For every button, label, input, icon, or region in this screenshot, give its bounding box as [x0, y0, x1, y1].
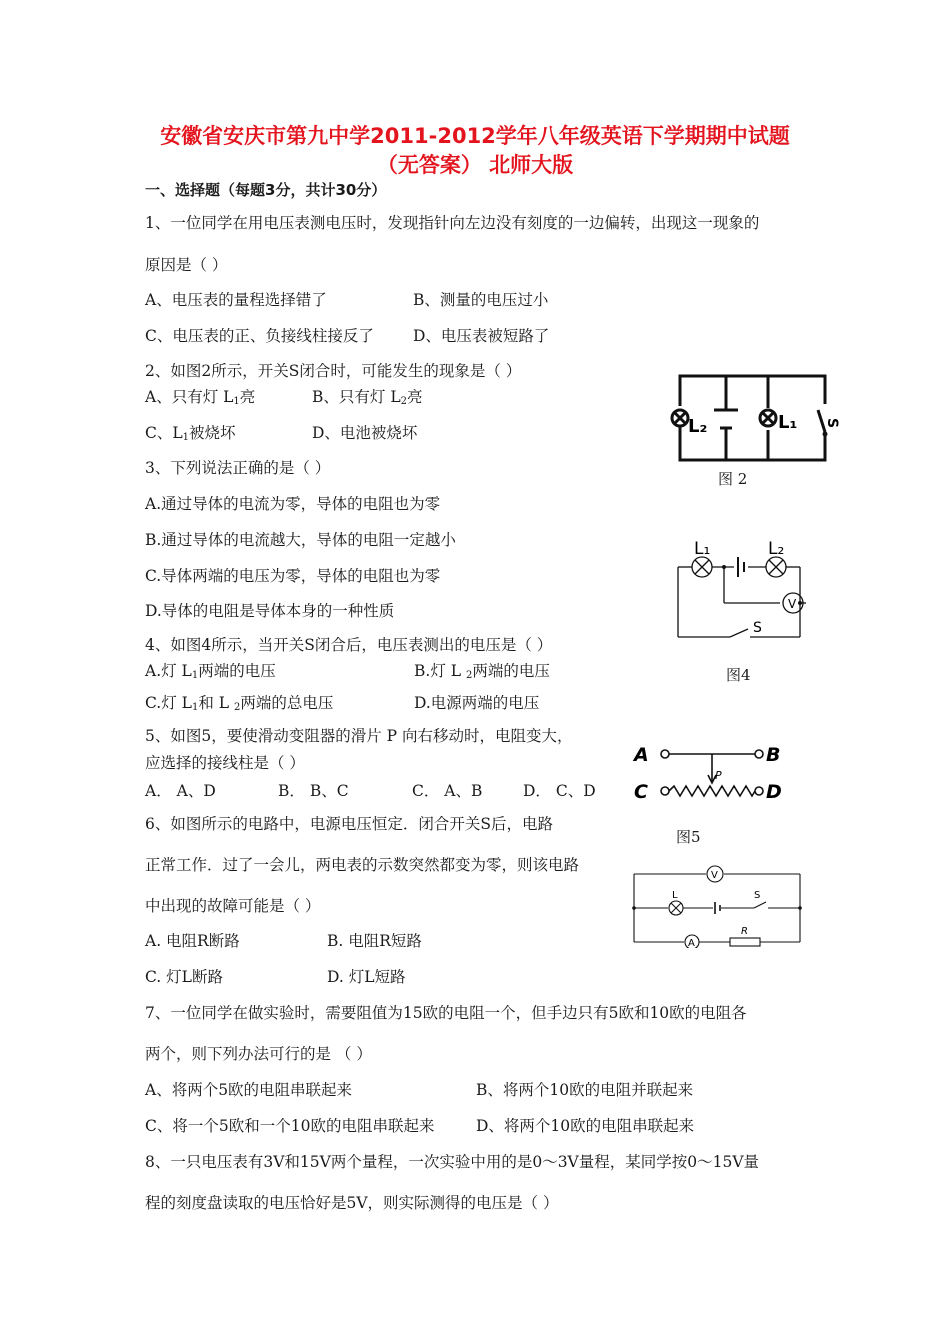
question-1-stem-cont: 原因是（ ）: [145, 256, 228, 274]
figure-2-circuit: [660, 370, 840, 470]
figure-4-circuit: [670, 535, 815, 645]
question-6-option-b: B. 电阻R短路: [327, 932, 422, 950]
figure-6-label-a: A: [688, 938, 695, 948]
question-7-option-b: B、将两个10欧的电阻并联起来: [476, 1081, 694, 1099]
question-6-stem-cont: 正常工作．过了一会儿，两电表的示数突然都变为零，则该电路: [145, 856, 580, 874]
figure-5-label-b: B: [766, 744, 781, 766]
figure-2-label-s: S: [824, 418, 840, 429]
page-title: 安徽省安庆市第九中学2011-2012学年八年级英语下学期期中试题: [160, 124, 790, 148]
question-1-option-c: C、电压表的正、负接线柱接反了: [145, 327, 374, 345]
question-4-stem: 4、如图4所示，当开关S闭合后，电压表测出的电压是（ ）: [145, 636, 553, 654]
question-5-option-b: B． B、C: [278, 782, 349, 800]
figure-5-rheostat: [632, 737, 792, 807]
figure-4-caption: 图4: [726, 666, 751, 684]
figure-5-label-a: A: [634, 744, 649, 766]
question-7-option-c: C、将一个5欧和一个10欧的电阻串联起来: [145, 1117, 435, 1135]
figure-6-label-l: L: [672, 890, 678, 901]
figure-6-label-r: R: [741, 926, 748, 937]
question-7-option-d: D、将两个10欧的电阻串联起来: [476, 1117, 695, 1135]
question-8-stem: 8、一只电压表有3V和15V两个量程，一次实验中用的是0～3V量程，某同学按0～15V量: [145, 1153, 760, 1171]
figure-2-label-l1: L₁: [778, 412, 798, 433]
question-4-option-a: A.灯 $L_1$两端的电压: [145, 662, 276, 681]
figure-4-label-v: V: [788, 597, 797, 611]
question-6-stem-cont2: 中出现的故障可能是（ ）: [145, 897, 321, 915]
question-2-option-d: D、电池被烧坏: [312, 424, 418, 442]
figure-5-label-d: D: [766, 781, 782, 803]
question-1-option-b: B、测量的电压过小: [413, 291, 549, 309]
figure-5-caption: 图5: [676, 828, 701, 846]
figure-6-label-v: V: [711, 870, 718, 881]
question-4-option-c: C.灯 $L_1$和 L $_2$两端的总电压: [145, 694, 334, 713]
question-1-option-d: D、电压表被短路了: [413, 327, 550, 345]
page-subtitle: （无答案） 北师大版: [376, 153, 574, 177]
figure-4-label-l2: L₂: [768, 539, 785, 559]
question-6-option-d: D. 灯L短路: [327, 968, 406, 986]
question-2-option-c: C、$L_1$被烧坏: [145, 424, 236, 443]
question-3-stem: 3、下列说法正确的是（ ）: [145, 459, 331, 477]
question-6-option-a: A. 电阻R断路: [145, 932, 240, 950]
question-3-option-a: A.通过导体的电流为零，导体的电阻也为零: [145, 495, 441, 513]
figure-5-label-c: C: [634, 781, 648, 803]
question-2-option-b: B、只有灯 $L_2$亮: [312, 388, 423, 407]
question-2-option-a: A、只有灯 $L_1$亮: [145, 388, 256, 407]
question-4-option-b: B.灯 L $_2$两端的电压: [414, 662, 550, 681]
question-7-stem-cont: 两个，则下列办法可行的是 （ ）: [145, 1045, 372, 1063]
question-3-option-b: B.通过导体的电流越大，导体的电阻一定越小: [145, 531, 456, 549]
question-5-option-a: A． A、D: [145, 782, 216, 800]
question-3-option-d: D.导体的电阻是导体本身的一种性质: [145, 602, 395, 620]
question-7-option-a: A、将两个5欧的电阻串联起来: [145, 1081, 353, 1099]
figure-4-label-s: S: [753, 620, 762, 636]
figure-2-caption: 图 2: [718, 470, 748, 488]
question-5-stem-cont: 应选择的接线柱是（ ）: [145, 754, 305, 772]
question-2-stem: 2、如图2所示，开关S闭合时，可能发生的现象是（ ）: [145, 362, 522, 380]
question-7-stem: 7、一位同学在做实验时，需要阻值为15欧的电阻一个，但手边只有5欧和10欧的电阻各: [145, 1004, 747, 1022]
question-1-option-a: A、电压表的量程选择错了: [145, 291, 327, 309]
question-3-option-c: C.导体两端的电压为零，导体的电阻也为零: [145, 567, 441, 585]
question-6-option-c: C. 灯L断路: [145, 968, 223, 986]
question-5-stem: 5、如图5，要使滑动变阻器的滑片 P 向右移动时，电阻变大，: [145, 727, 573, 745]
section-heading: 一、选择题（每题3分，共计30分）: [145, 181, 387, 199]
question-6-stem: 6、如图所示的电路中，电源电压恒定．闭合开关S后，电路: [145, 815, 553, 833]
question-5-option-c: C． A、B: [412, 782, 483, 800]
figure-2-label-l2: L₂: [688, 416, 708, 437]
question-1-stem: 1、一位同学在用电压表测电压时，发现指针向左边没有刻度的一边偏转，出现这一现象的: [145, 214, 760, 232]
figure-6-circuit: [628, 862, 806, 948]
question-4-option-d: D.电源两端的电压: [414, 694, 540, 712]
figure-6-label-s: S: [754, 890, 761, 901]
figure-4-label-l1: L₁: [694, 539, 711, 559]
question-5-option-d: D． C、D: [523, 782, 596, 800]
question-8-stem-cont: 程的刻度盘读取的电压恰好是5V，则实际测得的电压是（ ）: [145, 1194, 559, 1212]
figure-5-label-p: P: [715, 769, 722, 782]
